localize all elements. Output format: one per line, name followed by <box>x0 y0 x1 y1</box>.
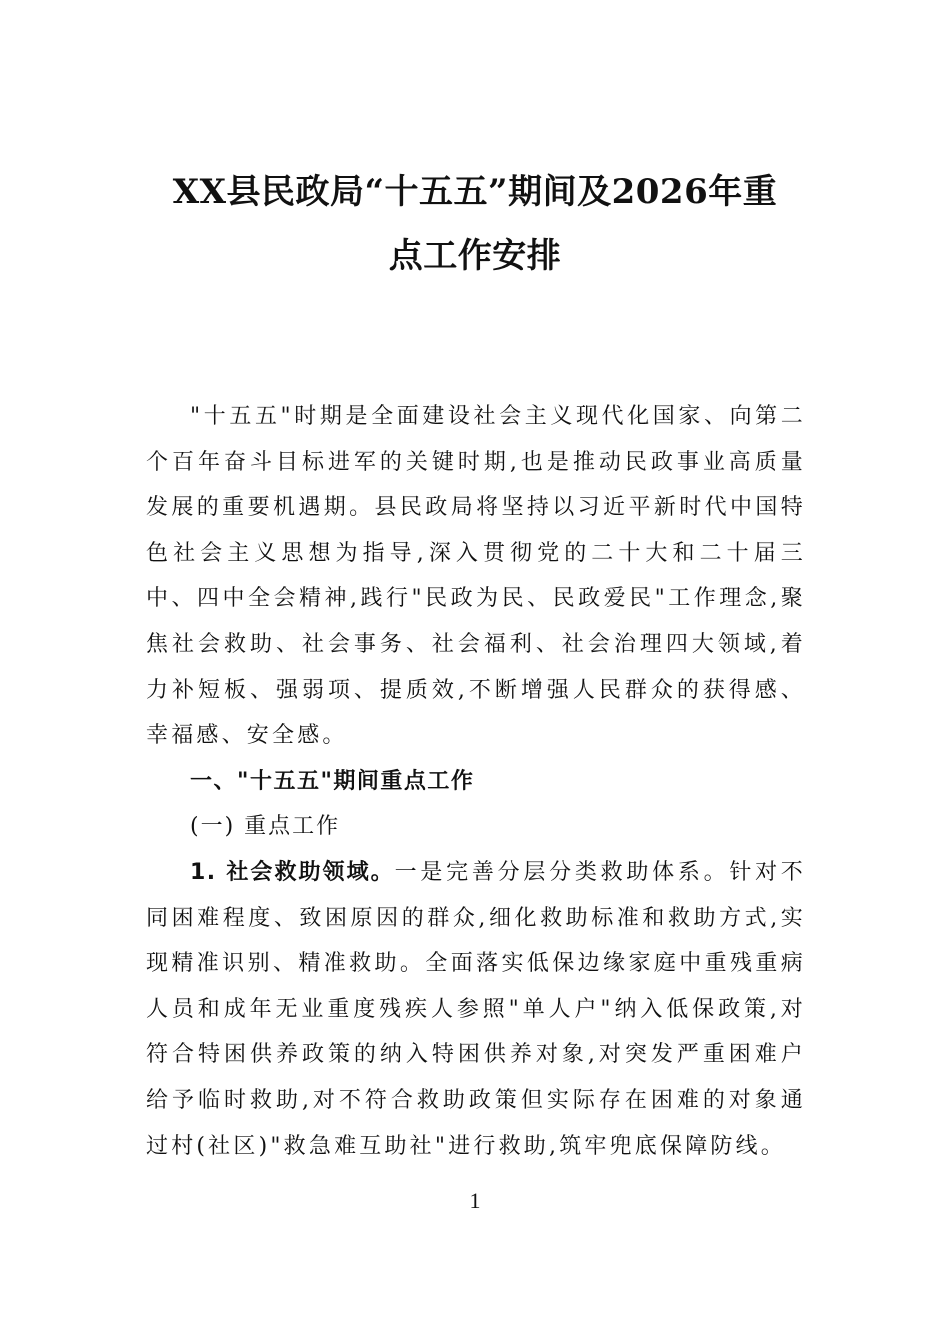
document-title <box>120 160 830 288</box>
page-number: 1 <box>469 1188 481 1213</box>
item-1-text: 一是完善分层分类救助体系。针对不同困难程度、致困原因的群众,细化救助标准和救助方式,实现精准识别、精准救助。全面落实低保边缘家庭中重残重病人员和成年无业重度残疾人参照"单人户"纳入低保政策,对符合特困供养政策的纳入特困供养对象,对突发严重困难户给予临时救助,对不符合救助政策但实际存在困难的对象通过村(社区)"救急难互助社"进行救助,筑牢兜底保障防线。 <box>146 859 807 1159</box>
title-line-1: XX县民政局“十五五”期间及2026年重 <box>172 172 778 212</box>
intro-paragraph: "十五五"时期是全面建设社会主义现代化国家、向第二个百年奋斗目标进军的关键时期,也是推动民政事业高质量发展的重要机遇期。县民政局将坚持以习近平新时代中国特色社会主义思想为指导,深入贯彻党的二十大和二十届三中、四中全会精神,践行"民政为民、民政爱民"工作理念,聚焦社会救助、社会事务、社会福利、社会治理四大领域,着力补短板、强弱项、提质效,不断增强人民群众的获得感、幸福感、安全感。 <box>146 404 806 749</box>
subsection-heading: (一) 重点工作 <box>190 814 341 840</box>
section-heading-1: 一、"十五五"期间重点工作 <box>190 768 475 794</box>
title-line-2: 点工作安排 <box>388 236 562 276</box>
item-1-paragraph <box>146 850 806 1169</box>
item-1-lead: 1. 社会救助领域。 <box>190 859 395 885</box>
document-body <box>146 394 806 1169</box>
